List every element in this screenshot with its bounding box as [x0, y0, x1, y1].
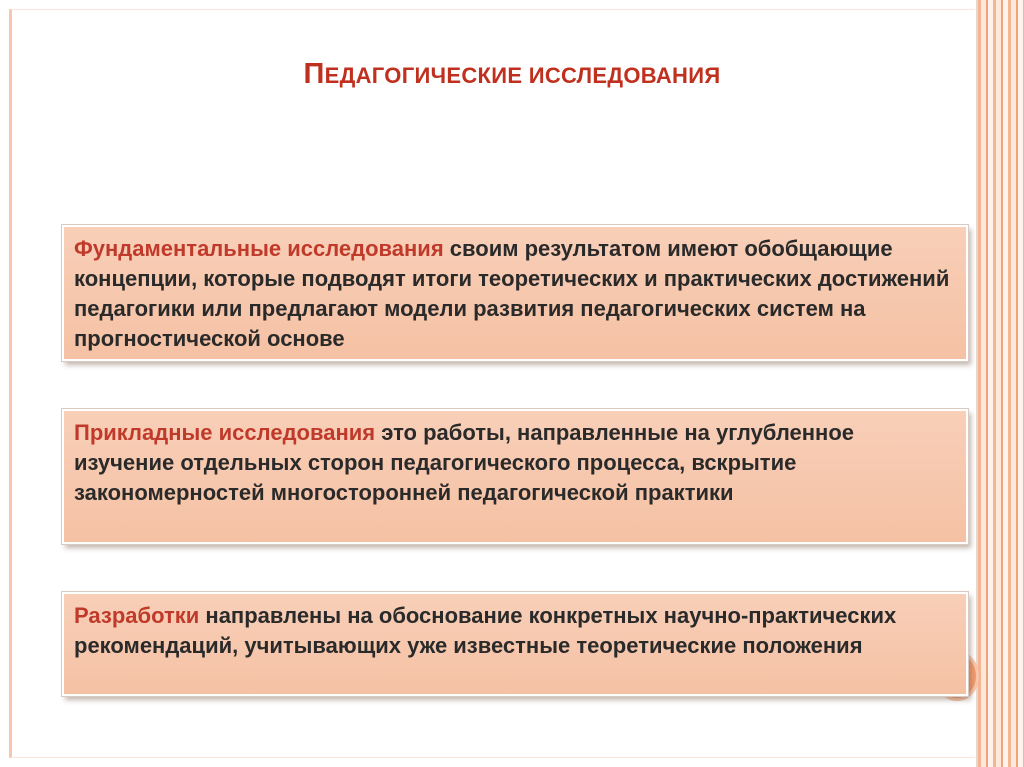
- applied-research-block: [62, 409, 968, 544]
- fundamental-research-text: своим результатом имеют обобщающие концепции, которые подводят итоги теоретических и практических достижений педагогики или предлагают модели развития педагогических систем на прогностической основе: [74, 236, 950, 351]
- applied-research-text: это работы, направленные на углубленное изучение отдельных сторон педагогического процесса, вскрытие закономерностей многосторонней педагогической практики: [74, 420, 855, 505]
- slide-title-initial: П: [303, 58, 325, 90]
- fundamental-research-term: Фундаментальные исследования: [74, 236, 444, 261]
- developments-text: направлены на обоснование конкретных научно-практических рекомендаций, учитывающих уже известные теоретические положения: [74, 603, 897, 658]
- slide-title: [0, 58, 1024, 91]
- slide-title-rest: ЕДАГОГИЧЕСКИЕ ИССЛЕДОВАНИЯ: [324, 63, 721, 88]
- fundamental-research-block: [62, 225, 968, 361]
- applied-research-term: Прикладные исследования: [74, 420, 376, 445]
- decorative-stripes: [978, 0, 1024, 767]
- developments-term: Разработки: [74, 603, 200, 628]
- developments-block: [62, 592, 968, 696]
